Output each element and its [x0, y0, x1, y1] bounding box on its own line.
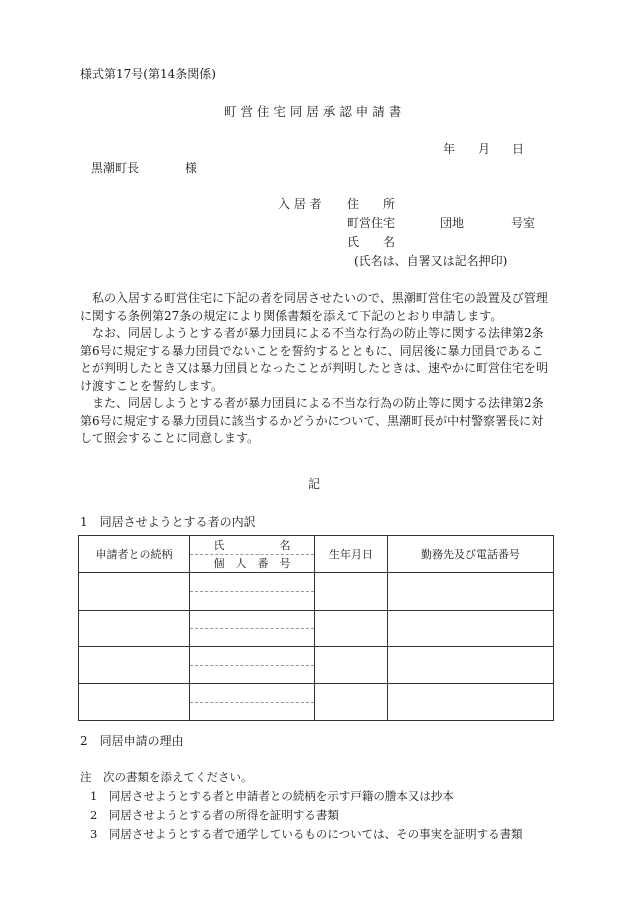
table-header-row [79, 536, 554, 573]
block-label: 団地 [440, 216, 465, 230]
housing-prefix: 町営住宅 [347, 216, 396, 230]
room-label: 号室 [511, 216, 536, 230]
document-title: 町 営 住 宅 同 居 承 認 申 請 書 [224, 104, 402, 119]
header-personal-number: 個 人 番 号 [213, 556, 291, 570]
relation-cell[interactable] [79, 684, 190, 721]
relation-cell[interactable] [79, 647, 190, 684]
birthdate-cell[interactable] [315, 684, 388, 721]
header-relation: 申請者との続柄 [79, 536, 190, 573]
name-number-cell[interactable] [190, 611, 315, 647]
relation-cell[interactable] [79, 611, 190, 647]
ki-heading: 記 [308, 477, 321, 491]
section2-heading: 2 同居申請の理由 [80, 734, 184, 748]
cohabitant-table [78, 535, 554, 721]
notes-block [80, 768, 523, 844]
note-item: 3 同居させようとする者で通学しているものについては、その事実を証明する書類 [90, 827, 523, 841]
header-name: 氏 名 [190, 537, 314, 555]
date-month-label: 月 [478, 142, 491, 156]
name-label: 氏 名 [347, 235, 396, 249]
signature-note: (氏名は、自署又は記名押印) [354, 254, 508, 268]
workplace-cell[interactable] [388, 684, 554, 721]
addressee-name: 黒潮町長 [91, 161, 140, 175]
table-row [79, 573, 554, 611]
date-year-label: 年 [443, 142, 456, 156]
name-number-cell[interactable] [190, 573, 315, 611]
date-day-label: 日 [512, 142, 525, 156]
paragraph-request: 私の入居する町営住宅に下記の者を同居させたいので、黒潮町営住宅の設置及び管理に関する条例第27条の規定により関係書類を添えて下記のとおり申請します。 [80, 291, 548, 323]
notes-intro: 注 次の書類を添えてください。 [80, 770, 253, 784]
note-item: 1 同居させようとする者と申請者との続柄を示す戸籍の謄本又は抄本 [90, 789, 454, 803]
workplace-cell[interactable] [388, 611, 554, 647]
section1-heading: 1 同居させようとする者の内訳 [80, 515, 256, 529]
birthdate-cell[interactable] [315, 647, 388, 684]
header-workplace: 勤務先及び電話番号 [388, 536, 554, 573]
body-text [80, 290, 552, 448]
name-number-cell[interactable] [190, 647, 315, 684]
workplace-cell[interactable] [388, 647, 554, 684]
table-row [79, 611, 554, 647]
workplace-cell[interactable] [388, 573, 554, 611]
birthdate-cell[interactable] [315, 611, 388, 647]
table-row [79, 684, 554, 721]
relation-cell[interactable] [79, 573, 190, 611]
birthdate-cell[interactable] [315, 573, 388, 611]
address-label: 住 所 [347, 197, 396, 211]
form-number: 様式第17号(第14条関係) [80, 67, 216, 81]
addressee-honorific: 様 [185, 161, 198, 175]
paragraph-consent: また、同居しようとする者が暴力団員による不当な行為の防止等に関する法律第2条第6号に規定する暴力団員に該当するかどうかについて、黒潮町長が中村警察署長に対して照会することに同意します。 [80, 396, 544, 445]
header-name-cell [190, 536, 315, 573]
name-number-cell[interactable] [190, 684, 315, 721]
applicant-label: 入 居 者 [278, 197, 322, 211]
header-birthdate: 生年月日 [315, 536, 388, 573]
table-row [79, 647, 554, 684]
paragraph-pledge: なお、同居しようとする者が暴力団員による不当な行為の防止等に関する法律第2条第6号に規定する暴力団員でないことを誓約するとともに、同居後に暴力団員であることが判明したとき又は暴力団員となったことが判明したときは、速やかに町営住宅を明け渡すことを誓約します。 [80, 326, 549, 393]
note-item: 2 同居させようとする者の所得を証明する書類 [90, 808, 339, 822]
